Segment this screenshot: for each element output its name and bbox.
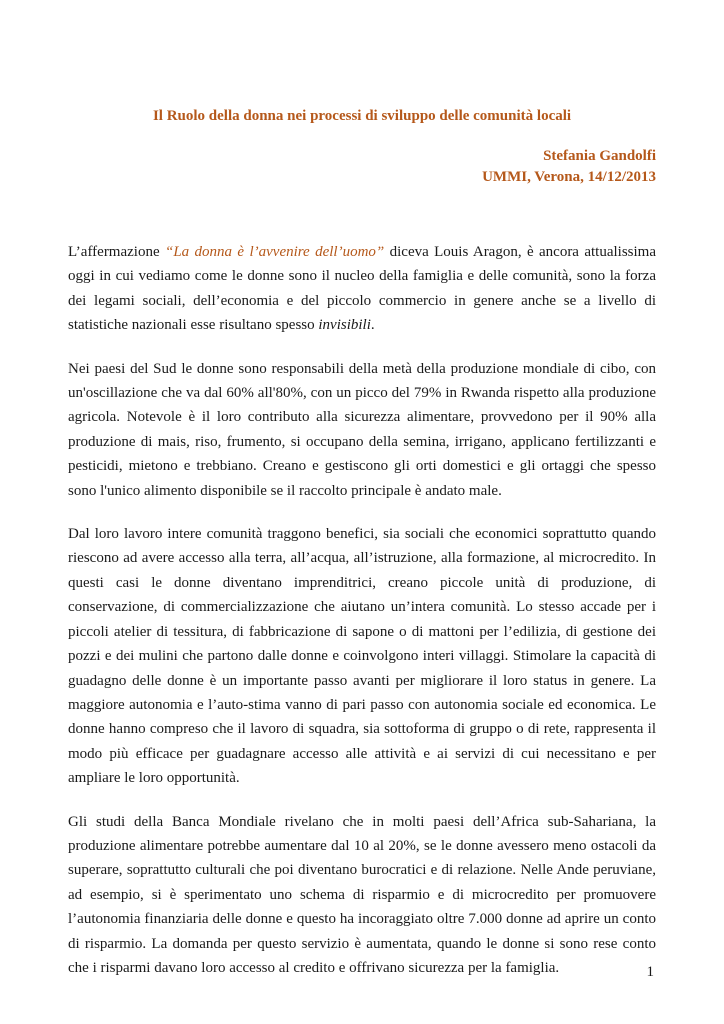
paragraph-3: Dal loro lavoro intere comunità traggono benefici, sia sociali che economici soprattutto quando riescono ad avere accesso alla terra, all’acqua, all’istruzione, alla formazione, al microcredito. In questi casi le donne diventano imprenditrici, creano piccole unità di produzione, di conservazione, di commercializzazione che aiutano un’intera comunità. Lo stesso accade per i piccoli atelier di tessitura, di fabbricazione di sapone o di mattoni per l’edilizia, di gestione dei pozzi e dei mulini che partono dalle donne e coinvolgono interi villaggi. Stimolare la capacità di guadagno delle donne è un importante passo avanti per migliorare il loro status in genere. La maggiore autonomia e l’auto-stima vanno di pari passo con autonomia sociale ed economica. Le donne hanno compreso che il lavoro di squadra, sia sottoforma di gruppo o di rete, rappresenta il modo più efficace per guadagnare accesso alle attività e ai servizi di cui necessitano e per ampliare le loro opportunità. [68,526,656,787]
paragraph-1 [68,240,656,338]
aragon-quote: “La donna è l’avvenire dell’uomo” [165,244,385,260]
paragraph-4: Gli studi della Banca Mondiale rivelano che in molti paesi dell’Africa sub-Sahariana, la produzione alimentare potrebbe aumentare dal 10 al 20%, se le donne avessero meno ostacoli da superare, soprattutto culturali che poi diventano burocratici e di relazione. Nelle Ande peruviane, ad esempio, si è sperimentato uno schema di risparmio e di microcredito per promuovere l’autonomia finanziaria delle donne e questo ha incoraggiato oltre 7.000 donne ad aprire un conto di risparmio. La domanda per questo servizio è aumentata, quando le donne si sono rese conto che i risparmi davano loro accesso al credito e offrivano sicurezza per la famiglia. [68,813,656,976]
paragraph-1-intro: L’affermazione [68,244,165,260]
author-name: Stefania Gandolfi [543,148,656,164]
emphasized-word: invisibili [318,317,371,334]
paragraph-1-middle: diceva Louis Aragon, è ancora attualissima oggi in cui vediamo come le donne sono il nucleo della famiglia e delle comunità, sono la forza dei legami sociali, dell’economia e del piccolo commercio in genere anche se a livello di statistiche nazionali esse risultano spesso [68,244,656,334]
document-body [68,240,656,999]
paragraph-2: Nei paesi del Sud le donne sono responsabili della metà della produzione mondiale di cibo, con un'oscillazione che va dal 60% all'80%, con un picco del 79% in Rwanda rispetto alla produzione agricola. Notevole è il loro contributo alla sicurezza alimentare, provvedono per il 90% alla produzione di mais, riso, frumento, si occupano della semina, irrigano, applicano fertilizzanti e pesticidi, mietono e trebbiano. Creano e gestiscono gli orti domestici e gli ortaggi che spesso sono l'unico alimento disponibile se il raccolto principale è andato male. [68,360,656,499]
event-info: UMMI, Verona, 14/12/2013 [482,169,656,185]
author-block [482,146,656,188]
paragraph-1-end: . [370,317,375,334]
document-title: Il Ruolo della donna nei processi di sviluppo delle comunità locali [152,108,572,124]
page-number: 1 [646,964,654,980]
